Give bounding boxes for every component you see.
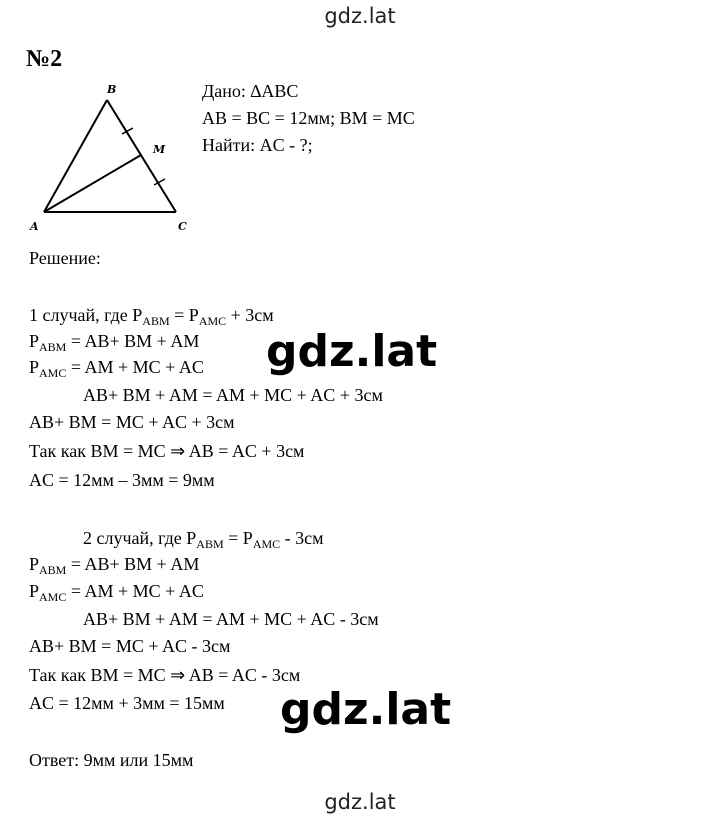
task-number: №2: [26, 46, 63, 72]
label-m: M: [153, 143, 166, 156]
watermark-bottom: gdz.lat: [324, 790, 396, 814]
side-bc: [107, 100, 176, 212]
watermark-overlay-1: gdz.lat: [262, 330, 441, 374]
case2-line-3: $P_{AMC}$ = AM + MC + AC: [29, 581, 204, 604]
case2-line-7: AC = 12мм + 3мм = 15мм: [29, 693, 225, 713]
solution-heading: Решение:: [29, 248, 101, 268]
label-a: A: [30, 220, 39, 233]
case2-line-2: $P_{ABM} = AB+$ BM + AM: [29, 554, 200, 577]
case1-line-4: AB+ BM + AM = AM + MC + AC + 3см: [83, 385, 383, 405]
case1-line-2: $P_{ABM} = AB+$ BM + AM: [29, 331, 200, 354]
median-am: [44, 155, 141, 212]
find-line: Найти: AC - ?;: [202, 135, 313, 155]
case1-line-1: 1 случай, где $P_{ABM} = P_{AMC} + 3см$: [29, 305, 274, 328]
watermark-top: gdz.lat: [324, 4, 396, 28]
watermark-overlay-2: gdz.lat: [276, 688, 455, 732]
triangle-figure: [18, 78, 198, 238]
case2-line-1: 2 случай, где $P_{ABM} = P_{AMC} - 3см$: [83, 528, 324, 551]
case1-line-6: Так как BM = MC ⇒ AB = AC + 3см: [29, 441, 305, 461]
side-ab: [44, 100, 107, 212]
given-line-1: Дано: ∆ABC: [202, 81, 299, 101]
answer: Ответ: 9мм или 15мм: [29, 750, 194, 770]
case1-line-5: AB+ BM = MC + AC + 3см: [29, 412, 235, 432]
case1-line-7: AC = 12мм – 3мм = 9мм: [29, 470, 215, 490]
given-line-2: AB = BC = 12мм; BM = MC: [202, 108, 415, 128]
case2-line-5: AB+ BM = MC + AC - 3см: [29, 636, 231, 656]
label-c: C: [178, 220, 187, 233]
case2-line-6: Так как BM = MC ⇒ AB = AC - 3см: [29, 665, 301, 685]
label-b: B: [107, 83, 117, 96]
case1-line-3: $P_{AMC}$ = AM + MC + AC: [29, 357, 204, 380]
case2-line-4: AB+ BM + AM = AM + MC + AC - 3см: [83, 609, 379, 629]
